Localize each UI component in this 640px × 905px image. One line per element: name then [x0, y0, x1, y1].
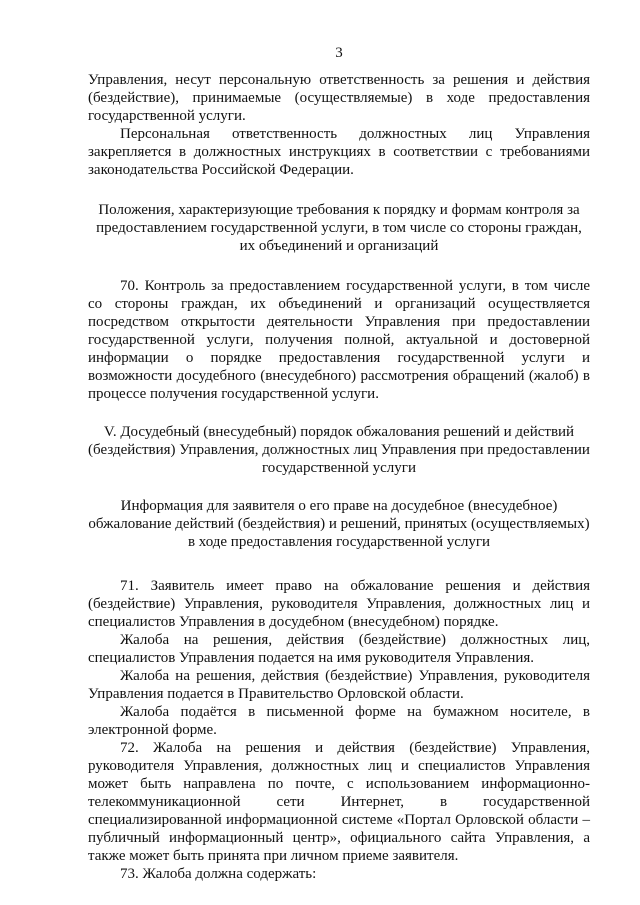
paragraph-73: 73. Жалоба должна содержать:: [120, 866, 317, 882]
paragraph-72: 72. Жалоба на решения и действия (бездействие) Управления, руководителя Управления, должностных лиц и специалистов Управления может быть направлена по почте, с использованием информационно-телекоммуникационной сети Интернет, в государственной специализированной информационной системе «Портал Орловской области – публичный информационный центр», официального сайта Управления, а также может быть принята при личном приеме заявителя.: [88, 740, 590, 864]
section-heading-v: V. Досудебный (внесудебный) порядок обжалования решений и действий (бездействия) Управления, должностных лиц Управления при предоставлении государственной услуги: [88, 424, 590, 476]
paragraph-complaint-officials: Жалоба на решения, действия (бездействие) должностных лиц, специалистов Управления подается на имя руководителя Управления.: [88, 632, 590, 666]
paragraph-complaint-government: Жалоба на решения, действия (бездействие) Управления, руководителя Управления подается в Правительство Орловской области.: [88, 668, 590, 702]
paragraph-71: 71. Заявитель имеет право на обжалование решения и действия (бездействие) Управления, руководителя Управления, должностных лиц и специалистов Управления в досудебном (внесудебном) порядке.: [88, 578, 590, 630]
section-heading-applicant-info: Информация для заявителя о его праве на досудебное (внесудебное) обжалование действий (бездействия) и решений, принятых (осуществляемых) в ходе предоставления государственной услуги: [88, 498, 590, 550]
paragraph-responsibility-continuation: Управления, несут персональную ответственность за решения и действия (бездействие), принимаемые (осуществляемые) в ходе предоставления государственной услуги.: [88, 72, 590, 124]
paragraph-personal-responsibility: Персональная ответственность должностных лиц Управления закрепляется в должностных инструкциях в соответствии с требованиями законодательства Российской Федерации.: [88, 126, 590, 178]
section-heading-control-provisions: Положения, характеризующие требования к порядку и формам контроля за предоставлением государственной услуги, в том числе со стороны граждан, их объединений и организаций: [96, 202, 582, 254]
document-page: [88, 44, 590, 883]
paragraph-complaint-form: Жалоба подаётся в письменной форме на бумажном носителе, в электронной форме.: [88, 704, 590, 738]
page-number: 3: [335, 45, 343, 61]
paragraph-70: 70. Контроль за предоставлением государственной услуги, в том числе со стороны граждан, их объединений и организаций осуществляется посредством открытости деятельности Управления при предоставлении государственной услуги, получения полной, актуальной и достоверной информации о порядке предоставления государственной услуги и возможности досудебного (внесудебного) рассмотрения обращений (жалоб) в процессе получения государственной услуги.: [88, 278, 590, 402]
